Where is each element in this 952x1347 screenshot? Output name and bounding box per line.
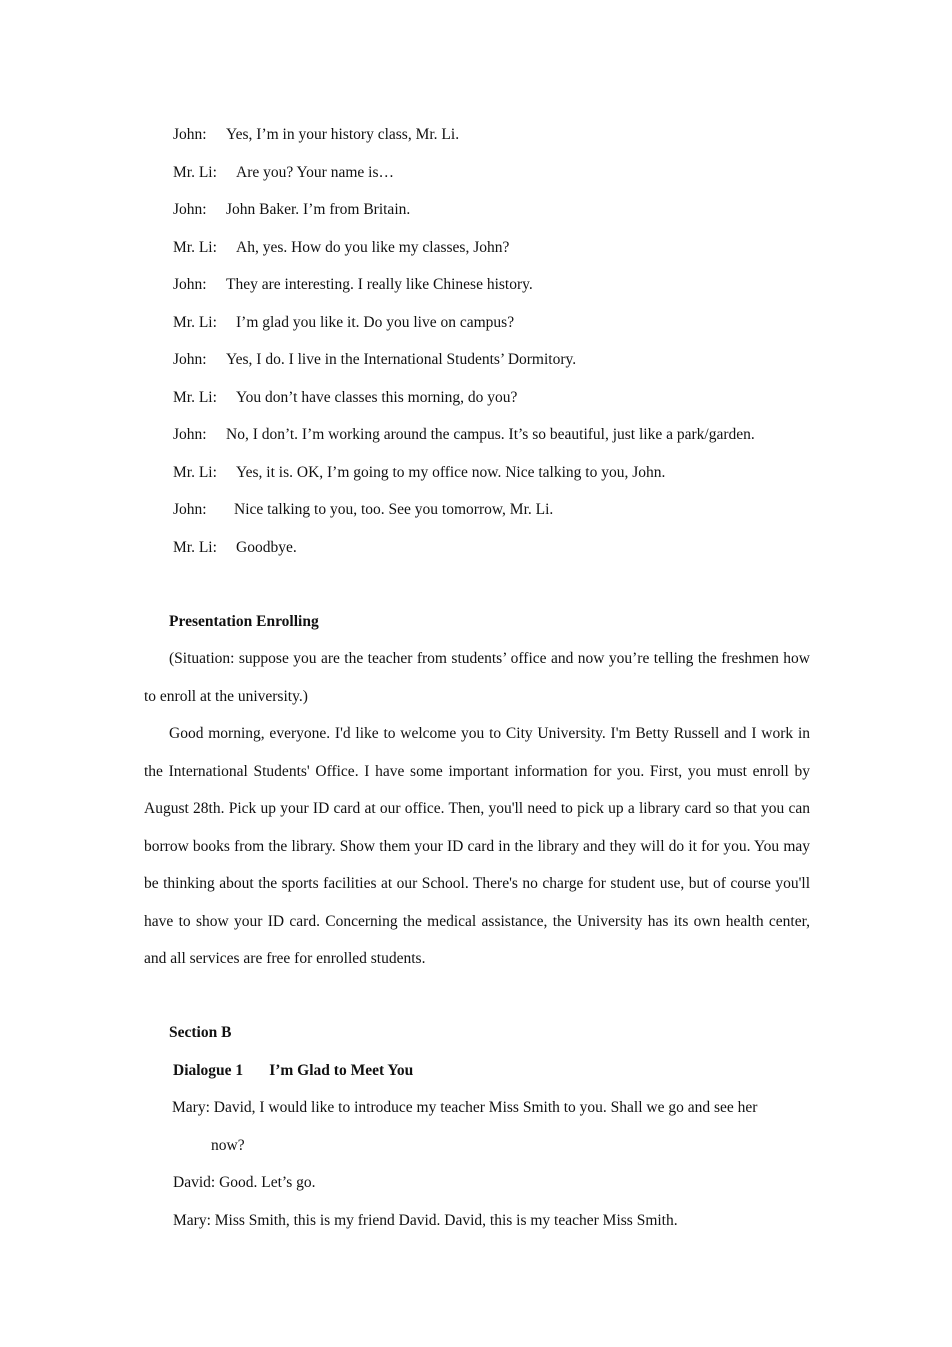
dialogue-line — [173, 387, 873, 425]
dialogue-line — [173, 499, 873, 537]
line-text: Are you? Your name is… — [236, 163, 394, 181]
line-text: No, I don’t. I’m working around the campus. It’s so beautiful, just like a park/garden. — [226, 426, 755, 443]
speaker: Mr. Li: — [173, 463, 217, 481]
section-b-heading: Section B — [169, 1024, 232, 1041]
line-text: Yes, I do. I live in the International Students’ Dormitory. — [226, 351, 577, 368]
line-text: Goodbye. — [236, 538, 297, 556]
line-text: I’m glad you like it. Do you live on campus? — [236, 313, 515, 331]
line-text: David, I would like to introduce my teacher Miss Smith to you. Shall we go and see her — [213, 1099, 758, 1116]
dialogue-title: I’m Glad to Meet You — [269, 1062, 414, 1079]
dialogue-line — [173, 537, 873, 575]
speaker: David: — [173, 1174, 216, 1191]
speaker: John: — [173, 126, 207, 143]
speaker: Mr. Li: — [173, 538, 217, 556]
dialogue-1-heading — [173, 1060, 413, 1082]
dialogue-line — [173, 312, 873, 350]
speaker: Mary: — [172, 1099, 210, 1116]
speaker: Mary: — [173, 1212, 211, 1229]
speaker: John: — [173, 501, 207, 518]
dialogue-line — [173, 162, 873, 200]
dialogue-line — [173, 424, 873, 462]
speaker: John: — [173, 426, 207, 443]
dialogue-line — [173, 1172, 316, 1194]
dialogue-line — [173, 1210, 678, 1232]
dialogue-john-mr-li — [173, 124, 873, 574]
situation-paragraph: (Situation: suppose you are the teacher from students’ office and now you’re telling the freshmen how to enroll at the university.) — [144, 650, 810, 705]
dialogue-label: Dialogue 1 — [173, 1062, 244, 1079]
presentation-body: Good morning, everyone. I'd like to welcome you to City University. I'm Betty Russell and I work in the International Students' Office. I have some important information for you. First, you must enroll by August 28th. Pick up your ID card at our office. Then, you'll need to pick up a library card so that you can borrow books from the library. Show them your ID card in the library and they will do it for you. You may be thinking about the sports facilities at our School. There's no charge for student use, but of course you'll have to show your ID card. Concerning the medical assistance, the University has its own health center, and all services are free for enrolled students. — [144, 725, 810, 967]
line-text: They are interesting. I really like Chinese history. — [226, 276, 533, 293]
line-text: Miss Smith, this is my friend David. David, this is my teacher Miss Smith. — [214, 1212, 678, 1229]
line-text: You don’t have classes this morning, do you? — [236, 388, 518, 406]
line-continuation: now? — [211, 1136, 245, 1154]
dialogue-line — [173, 199, 873, 237]
line-text: Good. Let’s go. — [219, 1174, 316, 1191]
line-text: Ah, yes. How do you like my classes, John? — [236, 238, 510, 256]
line-text: John Baker. I’m from Britain. — [226, 201, 411, 218]
line-text: Yes, it is. OK, I’m going to my office now. Nice talking to you, John. — [236, 463, 666, 481]
dialogue-line — [173, 349, 873, 387]
speaker: Mr. Li: — [173, 238, 217, 256]
presentation-heading: Presentation Enrolling — [169, 613, 319, 630]
dialogue-line — [173, 274, 873, 312]
line-text: Yes, I’m in your history class, Mr. Li. — [226, 126, 460, 143]
speaker: Mr. Li: — [173, 163, 217, 181]
speaker: Mr. Li: — [173, 388, 217, 406]
dialogue-line — [173, 124, 873, 162]
speaker: Mr. Li: — [173, 313, 217, 331]
speaker: John: — [173, 276, 207, 293]
dialogue-line — [172, 1089, 810, 1164]
speaker: John: — [173, 201, 207, 218]
dialogue-line — [173, 237, 873, 275]
dialogue-line — [173, 462, 873, 500]
line-text: Nice talking to you, too. See you tomorrow, Mr. Li. — [234, 501, 554, 518]
speaker: John: — [173, 351, 207, 368]
